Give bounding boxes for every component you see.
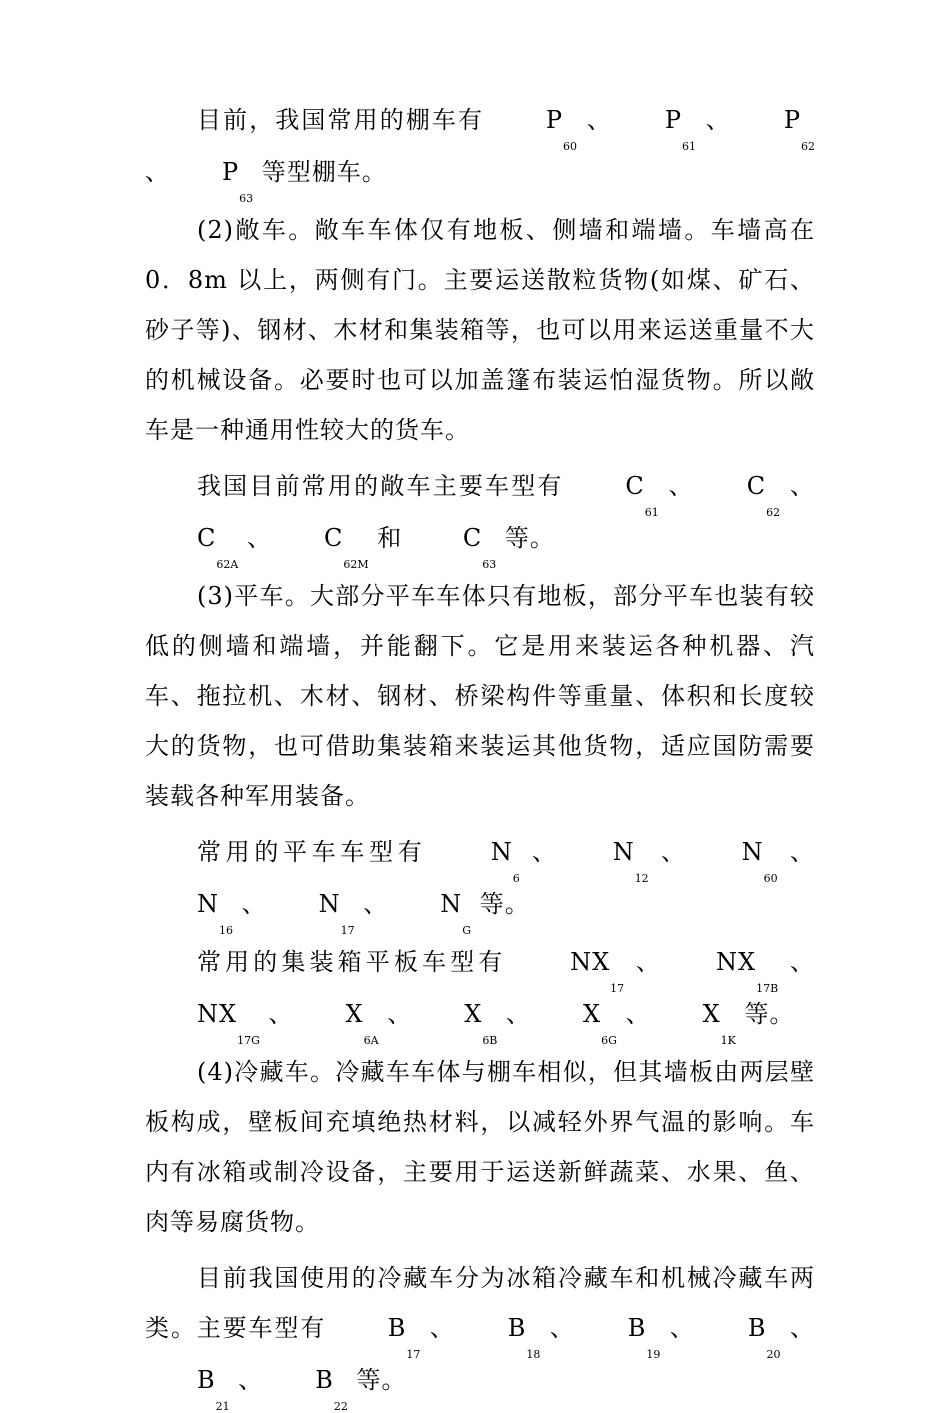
model-subscript: 63: [239, 192, 254, 205]
model-subscript: 17: [340, 924, 355, 937]
vehicle-model-code: [145, 513, 239, 571]
text-run: 、: [780, 472, 815, 500]
model-subscript: 18: [526, 1348, 541, 1361]
model-letter: X: [345, 1000, 364, 1028]
text-run: 、: [658, 472, 695, 500]
paragraph-container-flat-types: [145, 937, 815, 1047]
vehicle-model-code: [456, 1303, 541, 1361]
text-run: 、: [378, 1000, 413, 1028]
text-run: 、: [616, 1000, 651, 1028]
vehicle-model-code: [494, 95, 577, 153]
text-run: 、: [519, 838, 561, 866]
text-run: 、: [354, 890, 389, 918]
model-letter: NX: [197, 1000, 238, 1028]
text-run: 目前我国使用的冷藏车分为冰箱冷藏车和机械冷藏车两类。主要车型有: [145, 1264, 815, 1342]
text-run: 、: [777, 838, 815, 866]
model-letter: N: [741, 838, 764, 866]
vehicle-model-code: [695, 461, 781, 519]
text-run: (3)平车。大部分平车车体只有地板，部分平车也装有较低的侧墙和端墙，并能翻下。它是用来装运各种机器、汽车、拖拉机、木材、钢材、桥梁构件等重量、体积和长度较大的货物，也可借助集装箱来装运其他货物，适应国防需要装载各种军用装备。: [145, 582, 815, 810]
text-run: 、: [660, 1314, 696, 1342]
paragraph-boxcar-types: [145, 95, 815, 205]
model-letter: P: [664, 106, 682, 134]
model-letter: X: [702, 1000, 721, 1028]
text-run: 等。: [496, 524, 555, 552]
model-subscript: 63: [482, 558, 497, 571]
model-subscript: 22: [333, 1400, 348, 1413]
model-letter: B: [747, 1314, 767, 1342]
text-run: 、: [259, 1000, 294, 1028]
model-subscript: 62: [801, 140, 815, 153]
text-run: 和: [368, 524, 411, 552]
model-subscript: 17: [406, 1348, 421, 1361]
text-run: 、: [497, 1000, 532, 1028]
model-subscript: 17: [610, 982, 625, 995]
vehicle-model-code: [576, 1303, 661, 1361]
paragraph-flat-car: [145, 571, 815, 821]
model-letter: C: [323, 524, 344, 552]
text-run: 、: [238, 524, 272, 552]
text-run: 等型棚车。: [253, 158, 387, 186]
vehicle-model-code: [388, 879, 472, 937]
model-letter: N: [490, 838, 513, 866]
text-run: 我国目前常用的敞车主要车型有: [197, 472, 574, 500]
paragraph-open-car: [145, 205, 815, 455]
document-body: [145, 95, 815, 1413]
model-subscript: 6A: [363, 1034, 379, 1047]
vehicle-model-code: [732, 95, 815, 153]
vehicle-model-code: [145, 1355, 230, 1413]
vehicle-model-code: [336, 1303, 421, 1361]
text-run: 、: [233, 890, 267, 918]
model-subscript: 6B: [482, 1034, 498, 1047]
text-run: 、: [577, 106, 613, 134]
vehicle-model-code: [690, 827, 778, 885]
model-subscript: 61: [644, 506, 659, 519]
model-subscript: 61: [682, 140, 696, 153]
model-letter: C: [625, 472, 645, 500]
text-run: 、: [229, 1366, 264, 1394]
text-run: 、: [778, 948, 815, 976]
model-subscript: 17G: [237, 1034, 260, 1047]
model-subscript: 1K: [720, 1034, 736, 1047]
text-run: 、: [420, 1314, 456, 1342]
model-subscript: 62: [766, 506, 781, 519]
model-subscript: 62A: [216, 558, 239, 571]
model-subscript: 6: [512, 872, 520, 885]
text-run: 目前，我国常用的棚车有: [197, 106, 494, 134]
model-subscript: 20: [766, 1348, 781, 1361]
paragraph-refrigerator-car-types: [145, 1253, 815, 1413]
text-run: 、: [624, 948, 665, 976]
vehicle-model-code: [145, 879, 233, 937]
paragraph-flat-car-types: [145, 827, 815, 937]
model-subscript: 12: [634, 872, 649, 885]
vehicle-model-code: [651, 989, 736, 1047]
model-subscript: 16: [219, 924, 233, 937]
model-letter: X: [464, 1000, 483, 1028]
model-letter: C: [462, 524, 483, 552]
model-letter: B: [315, 1366, 334, 1394]
vehicle-model-code: [412, 989, 498, 1047]
model-letter: N: [197, 890, 219, 918]
model-letter: P: [222, 158, 240, 186]
text-run: 等。: [735, 1000, 795, 1028]
vehicle-model-code: [267, 879, 355, 937]
text-run: 、: [780, 1314, 815, 1342]
model-letter: B: [507, 1314, 527, 1342]
vehicle-model-code: [664, 937, 779, 995]
model-subscript: 60: [563, 140, 577, 153]
model-letter: B: [197, 1366, 216, 1394]
vehicle-model-code: [531, 989, 617, 1047]
model-letter: C: [197, 524, 217, 552]
vehicle-model-code: [518, 937, 625, 995]
vehicle-model-code: [439, 827, 520, 885]
model-letter: NX: [570, 948, 611, 976]
vehicle-model-code: [263, 1355, 348, 1413]
vehicle-model-code: [145, 989, 260, 1047]
model-letter: X: [583, 1000, 602, 1028]
text-run: 、: [540, 1314, 576, 1342]
text-run: (4)冷藏车。冷藏车车体与棚车相似，但其墙板由两层壁板构成，壁板间充填绝热材料，以减轻外界气温的影响。车内有冰箱或制冷设备，主要用于运送新鲜蔬菜、水果、鱼、肉等易腐货物。: [145, 1058, 815, 1236]
vehicle-model-code: [411, 513, 497, 571]
vehicle-model-code: [561, 827, 649, 885]
model-letter: P: [783, 106, 801, 134]
text-run: 等。: [347, 1366, 407, 1394]
paragraph-open-car-types: [145, 461, 815, 571]
model-letter: N: [612, 838, 635, 866]
vehicle-model-code: [294, 989, 379, 1047]
text-run: (2)敞车。敞车车体仅有地板、侧墙和端墙。车墙高在 0．8m 以上，两侧有门。主要运送散粒货物(如煤、矿石、砂子等)、钢材、木材和集装箱等，也可以用来运送重量不大的机械设备。必要时也可以加盖篷布装运怕湿货物。所以敞车是一种通用性较大的货车。: [145, 216, 815, 444]
model-letter: B: [387, 1314, 407, 1342]
model-letter: N: [318, 890, 341, 918]
vehicle-model-code: [696, 1303, 781, 1361]
text-run: 、: [145, 158, 170, 186]
model-letter: N: [440, 890, 463, 918]
model-letter: B: [627, 1314, 647, 1342]
model-letter: P: [545, 106, 563, 134]
vehicle-model-code: [170, 147, 254, 205]
vehicle-model-code: [573, 461, 659, 519]
model-letter: C: [746, 472, 767, 500]
text-run: 等。: [471, 890, 530, 918]
paragraph-refrigerator-car: [145, 1047, 815, 1247]
text-run: 常用的集装箱平板车型有: [197, 948, 519, 976]
text-run: 常用的平车车型有: [197, 838, 439, 866]
vehicle-model-code: [272, 513, 369, 571]
vehicle-model-code: [613, 95, 696, 153]
model-subscript: 21: [215, 1400, 230, 1413]
model-subscript: G: [462, 924, 472, 937]
text-run: 、: [648, 838, 690, 866]
model-letter: NX: [716, 948, 757, 976]
model-subscript: 19: [646, 1348, 661, 1361]
model-subscript: 60: [763, 872, 778, 885]
text-run: 、: [696, 106, 732, 134]
model-subscript: 17B: [756, 982, 779, 995]
model-subscript: 62M: [343, 558, 369, 571]
model-subscript: 6G: [601, 1034, 617, 1047]
